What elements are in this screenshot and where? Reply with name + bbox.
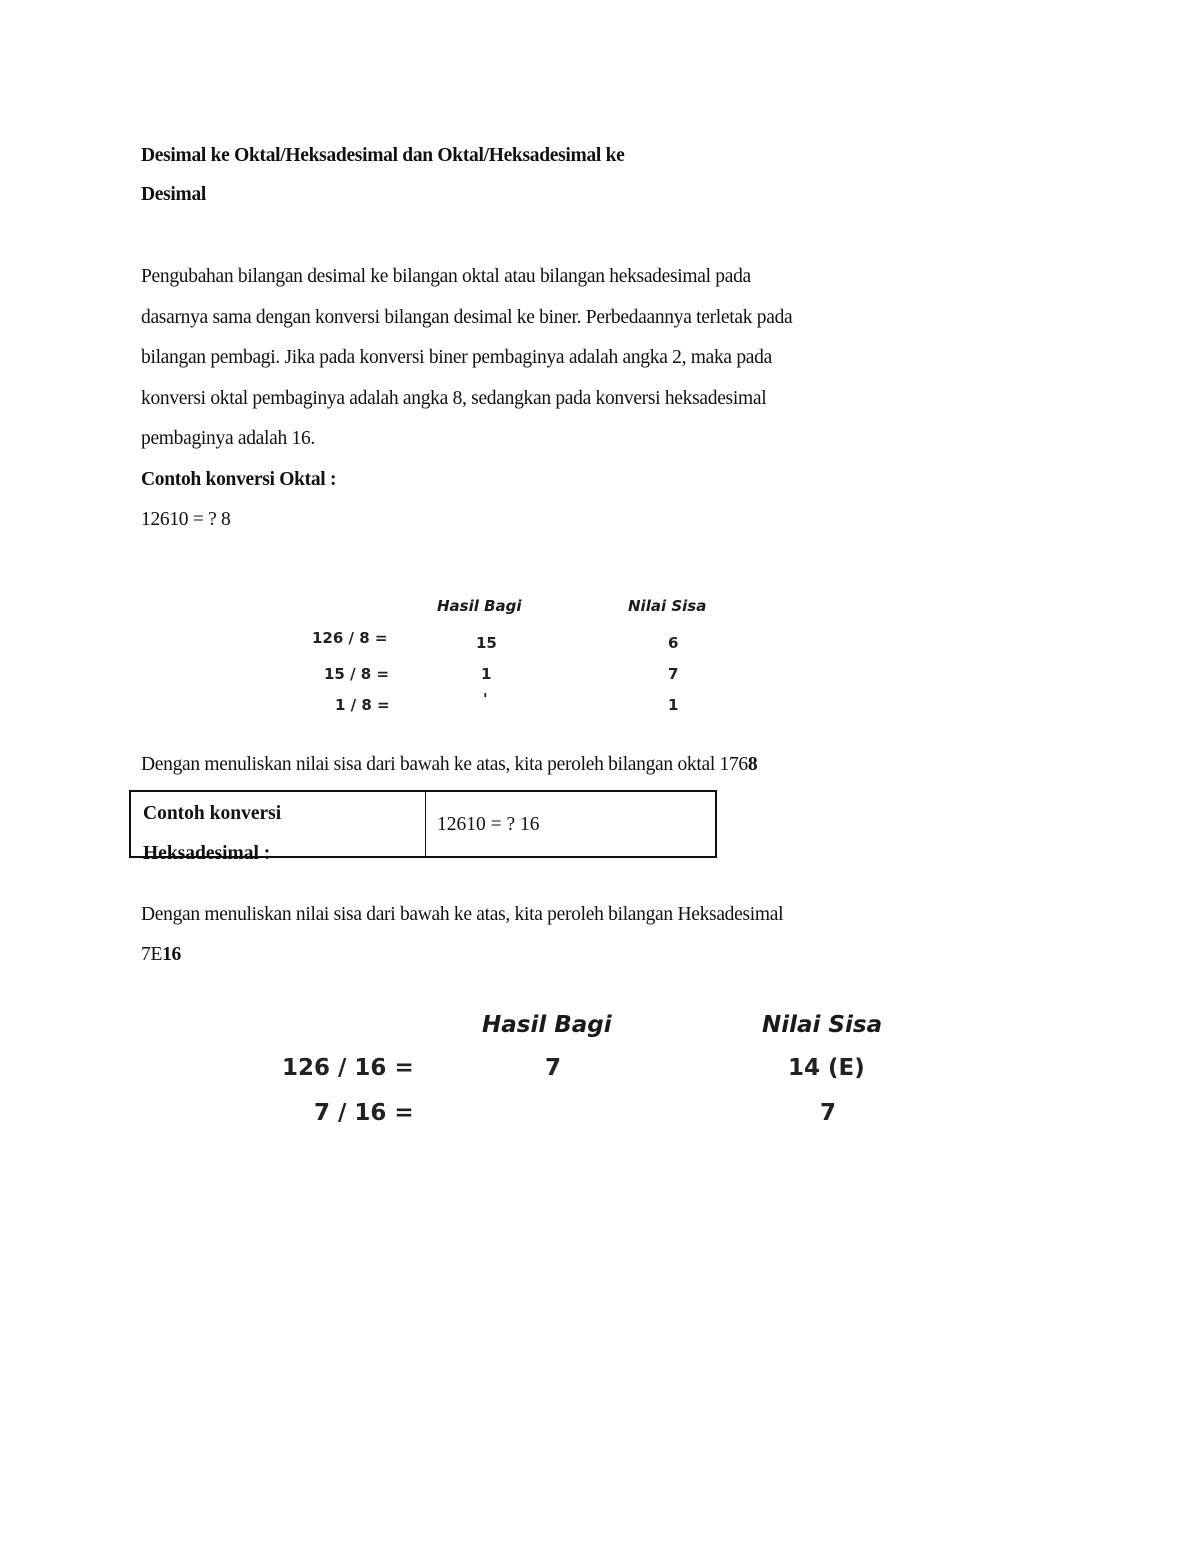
- octal-header-quotient: Hasil Bagi: [437, 597, 522, 615]
- hex-box-label-line-2: Heksadesimal :: [143, 843, 271, 864]
- heading-line-1: Desimal ke Oktal/Heksadesimal dan Oktal/Heksadesimal ke: [141, 145, 625, 166]
- octal-row-1-quotient: 15: [476, 634, 497, 652]
- hex-conclusion-value: 7E: [141, 944, 163, 965]
- octal-example-title: Contoh konversi Oktal :: [141, 469, 337, 490]
- hex-header-quotient: Hasil Bagi: [482, 1012, 612, 1038]
- hex-conclusion-line-1: Dengan menuliskan nilai sisa dari bawah ke atas, kita peroleh bilangan Heksadesimal: [141, 904, 784, 925]
- hex-row-1-quotient: 7: [545, 1055, 562, 1081]
- hex-box-label: [143, 794, 281, 874]
- hex-row-2-remainder: 7: [820, 1100, 837, 1126]
- paragraph-line-5: pembaginya adalah 16.: [141, 428, 316, 449]
- octal-conclusion: [141, 754, 757, 776]
- octal-row-2-remainder: 7: [668, 665, 679, 683]
- paragraph-line-4: konversi oktal pembaginya adalah angka 8, sedangkan pada konversi heksadesimal: [141, 388, 767, 409]
- hex-row-1-expr: 126 / 16 =: [282, 1055, 414, 1081]
- hex-box-label-line-1: Contoh konversi: [143, 803, 282, 824]
- octal-conclusion-base: 8: [747, 754, 758, 775]
- heading-line-2: Desimal: [141, 184, 207, 205]
- hex-conclusion-base: 16: [162, 944, 181, 965]
- octal-row-2-quotient: 1: [481, 665, 492, 683]
- octal-row-3-quotient: ': [483, 690, 488, 708]
- hex-row-2-expr: 7 / 16 =: [314, 1100, 414, 1126]
- hex-header-remainder: Nilai Sisa: [762, 1012, 883, 1038]
- octal-row-1-expr: 126 / 8 =: [312, 629, 388, 647]
- octal-header-remainder: Nilai Sisa: [628, 597, 707, 615]
- paragraph-line-3: bilangan pembagi. Jika pada konversi biner pembaginya adalah angka 2, maka pada: [141, 347, 772, 368]
- paragraph-line-2: dasarnya sama dengan konversi bilangan desimal ke biner. Perbedaannya terletak pada: [141, 307, 793, 328]
- hex-row-1-remainder: 14 (E): [788, 1055, 865, 1081]
- octal-row-2-expr: 15 / 8 =: [324, 665, 390, 683]
- octal-equation: 12610 = ? 8: [141, 509, 231, 530]
- hex-example-box: [129, 790, 717, 864]
- hex-conclusion-line-2: [141, 944, 181, 966]
- octal-row-1-remainder: 6: [668, 634, 679, 652]
- hex-box-divider: [425, 792, 426, 856]
- octal-row-3-remainder: 1: [668, 696, 679, 714]
- hex-box-equation: 12610 = ? 16: [437, 814, 540, 835]
- paragraph-line-1: Pengubahan bilangan desimal ke bilangan oktal atau bilangan heksadesimal pada: [141, 266, 751, 287]
- octal-conclusion-text: Dengan menuliskan nilai sisa dari bawah ke atas, kita peroleh bilangan oktal 176: [141, 754, 748, 775]
- octal-row-3-expr: 1 / 8 =: [335, 696, 390, 714]
